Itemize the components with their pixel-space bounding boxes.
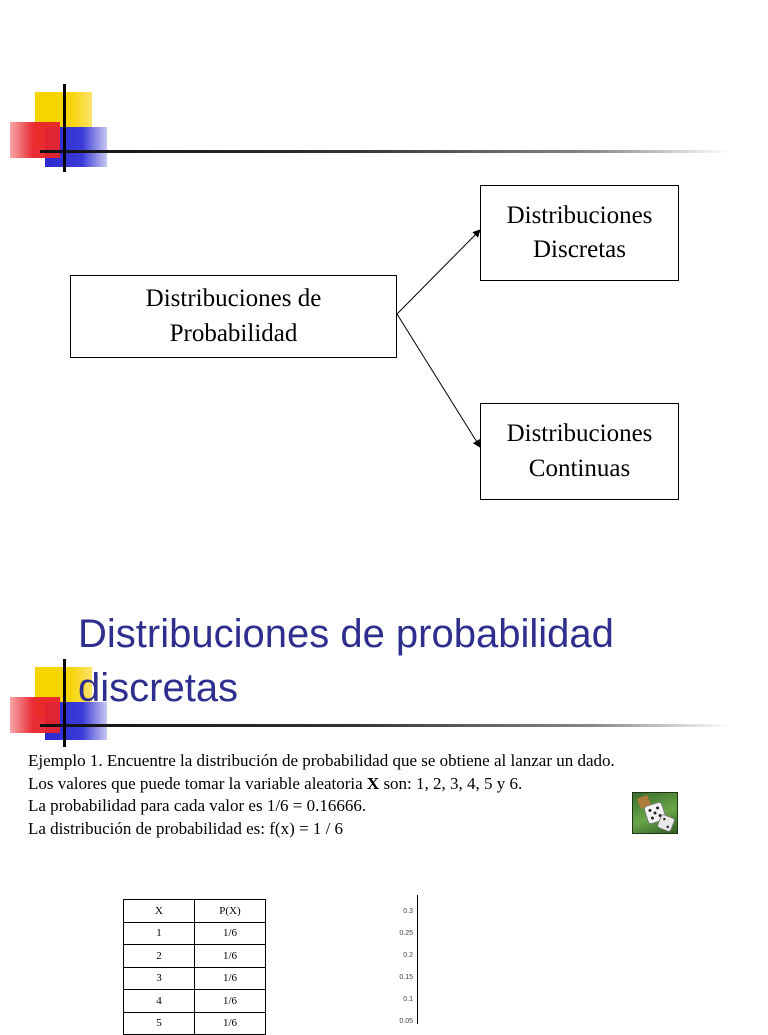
header-px: P(X) bbox=[195, 900, 266, 923]
cell-x: 2 bbox=[124, 945, 195, 968]
probability-table bbox=[123, 899, 266, 1035]
table-row bbox=[124, 922, 266, 945]
y-tick-label: 0.1 bbox=[403, 996, 413, 1003]
cell-px: 1/6 bbox=[195, 922, 266, 945]
probability-paragraph: La probabilidad para cada valor es 1/6 = 0.16666. bbox=[28, 796, 367, 815]
dice-icon bbox=[632, 792, 678, 834]
table-row bbox=[124, 990, 266, 1013]
values-prefix: Los valores que puede tomar la variable aleatoria bbox=[28, 773, 367, 793]
cell-px: 1/6 bbox=[195, 967, 266, 990]
header-vertical-bar bbox=[63, 659, 66, 747]
header-x: X bbox=[124, 900, 195, 923]
slide-title bbox=[78, 607, 614, 715]
y-axis-line bbox=[417, 895, 418, 1024]
chart-axis bbox=[380, 895, 440, 1024]
cell-px: 1/6 bbox=[195, 990, 266, 1013]
discrete-box-label: Distribuciones Discretas bbox=[506, 201, 653, 263]
table-row bbox=[124, 1012, 266, 1035]
cell-x: 3 bbox=[124, 967, 195, 990]
y-tick-label: 0.05 bbox=[399, 1018, 413, 1025]
table-header-row bbox=[124, 900, 266, 923]
values-paragraph bbox=[28, 773, 618, 796]
table-row bbox=[124, 945, 266, 968]
arrow-to-discrete bbox=[397, 230, 480, 314]
continuous-box-label: Distribuciones Continuas bbox=[506, 420, 653, 482]
random-variable: X bbox=[366, 773, 380, 793]
red-square bbox=[10, 697, 60, 733]
header-rule bbox=[40, 724, 730, 727]
cell-x: 4 bbox=[124, 990, 195, 1013]
cell-px: 1/6 bbox=[195, 1012, 266, 1035]
slide-title-line2: discretas bbox=[78, 666, 239, 710]
arrow-to-continuous bbox=[397, 314, 480, 447]
example-paragraph: Ejemplo 1. Encuentre la distribución de probabilidad que se obtiene al lanzar un dado. bbox=[28, 751, 615, 770]
table-row bbox=[124, 967, 266, 990]
slide-title-line1: Distribuciones de probabilidad bbox=[78, 612, 614, 656]
y-tick-label: 0.3 bbox=[403, 908, 413, 915]
slide-body bbox=[28, 750, 618, 840]
y-tick-label: 0.15 bbox=[399, 974, 413, 981]
y-tick-label: 0.25 bbox=[399, 930, 413, 937]
cell-x: 1 bbox=[124, 922, 195, 945]
distribution-paragraph: La distribución de probabilidad es: f(x) = 1 / 6 bbox=[28, 818, 344, 838]
cell-px: 1/6 bbox=[195, 945, 266, 968]
root-box-label: Distribuciones de Probabilidad bbox=[145, 285, 322, 347]
y-tick-label: 0.2 bbox=[403, 952, 413, 959]
cell-x: 5 bbox=[124, 1012, 195, 1035]
values-suffix: son: 1, 2, 3, 4, 5 y 6. bbox=[379, 773, 523, 793]
